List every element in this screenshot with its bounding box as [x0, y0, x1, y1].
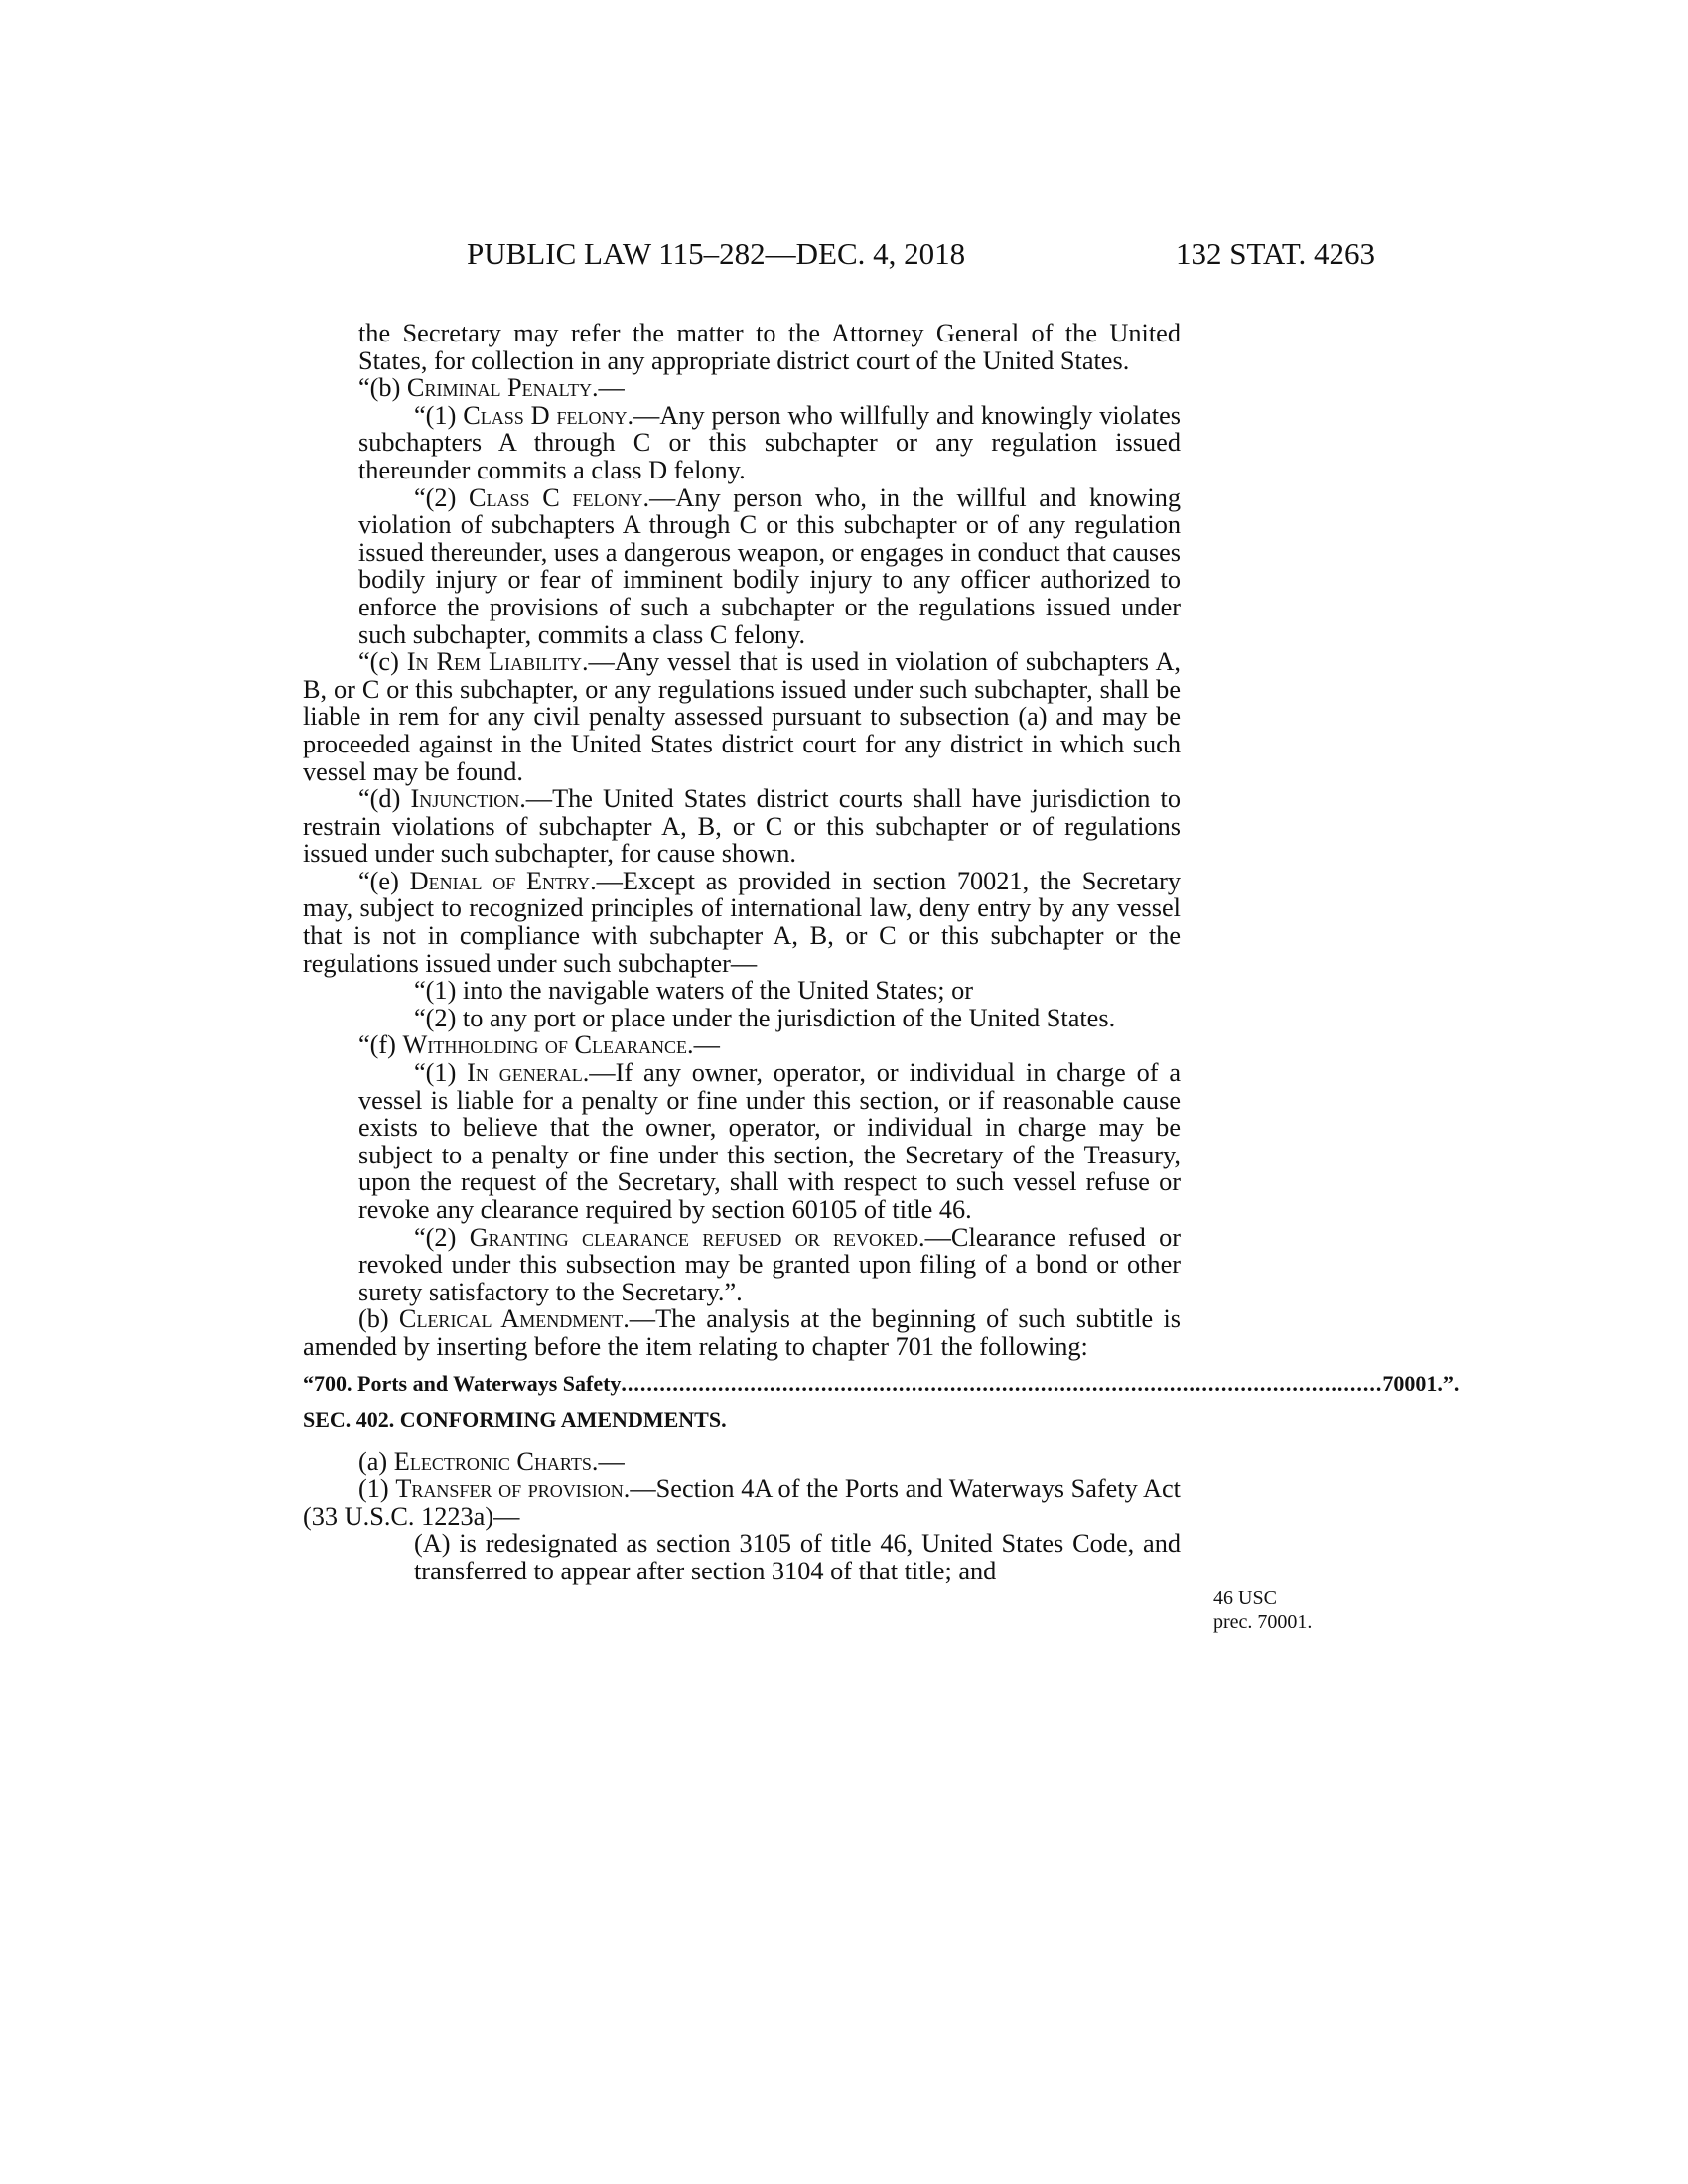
- subsection-e: “(e) Denial of Entry.—Except as provided in section 70021, the Secretary may, subject to recognized principles of international law, deny entry by any vessel that is not in compliance with subchapter A, B, or C or this subchapter or the regulations issued under such subchapter—: [303, 866, 1181, 978]
- clerical-amendment: (b) Clerical Amendment.—The analysis at the beginning of such subtitle is amended by inserting before the item relating to chapter 701 the following:: [303, 1304, 1181, 1361]
- paragraph-f2: “(2) Granting clearance refused or revoked.—Clearance refused or revoked under this subsection may be granted upon filing of a bond or other surety satisfactory to the Secretary.”.: [358, 1222, 1181, 1306]
- paragraph-b1: “(1) Class D felony.—Any person who willfully and knowingly violates subchapters A through C or this subchapter or any regulation issued thereunder commits a class D felony.: [358, 400, 1181, 484]
- paragraph-e1: “(1) into the navigable waters of the United States; or: [414, 976, 974, 1006]
- subsection-b-heading: “(b) Criminal Penalty.—: [358, 373, 625, 403]
- paragraph-b2: “(2) Class C felony.—Any person who, in the willful and knowing violation of subchapters A through C or this subchapter or of any regulation issued thereunder, uses a dangerous weapon, or engages in conduct that causes bodily injury or fear of imminent bodily injury to any officer authorized to enforce the provisions of such a subchapter or the regulations issued under such subchapter, commits a class C felony.: [358, 482, 1181, 649]
- law-title: PUBLIC LAW 115–282—DEC. 4, 2018: [467, 236, 966, 271]
- paragraph-continuation: the Secretary may refer the matter to the Attorney General of the United States, for collection in any appropriate district court of the United States.: [358, 319, 1181, 375]
- paragraph-f1: “(1) In general.—If any owner, operator, or individual in charge of a vessel is liable for a penalty or fine under this section, or if reasonable cause exists to believe that the owner, operator, or individual in charge may be subject to a penalty or fine under this section, the Secretary of the Treasury, upon the request of the Secretary, shall with respect to such vessel refuse or revoke any clearance required by section 60105 of title 46.: [358, 1058, 1181, 1224]
- paragraph-e2: “(2) to any port or place under the jurisdiction of the United States.: [414, 1003, 1116, 1032]
- subsection-a-heading: (a) Electronic Charts.—: [358, 1446, 625, 1476]
- page-header: [467, 236, 1375, 280]
- subsection-c: “(c) In Rem Liability.—Any vessel that is used in violation of subchapters A, B, or C or this subchapter, or any regulations issued under such subchapter, shall be liable in rem for any civil penalty assessed pursuant to subsection (a) and may be proceeded against in the United States district court for any district in which such vessel may be found.: [303, 647, 1182, 786]
- paragraph-a1-A: (A) is redesignated as section 3105 of title 46, United States Code, and transferred to appear after section 3104 of that title; and: [414, 1529, 1181, 1585]
- subsection-d: “(d) Injunction.—The United States district courts shall have jurisdiction to restrain violations of subchapter A, B, or C or this subchapter or of regulations issued under such subchapter, for cause shown.: [303, 784, 1181, 869]
- statute-page-number: 132 STAT. 4263: [1175, 236, 1375, 271]
- margin-citation-note: 46 USC prec. 70001.: [1213, 1587, 1313, 1633]
- paragraph-a1: (1) Transfer of provision.—Section 4A of the Ports and Waterways Safety Act (33 U.S.C. 1223a)—: [303, 1474, 1181, 1531]
- subsection-f-heading: “(f) Withholding of Clearance.—: [358, 1030, 720, 1060]
- section-heading: SEC. 402. CONFORMING AMENDMENTS.: [303, 1406, 727, 1432]
- document-body: [303, 319, 1460, 1585]
- table-of-contents-entry: “700. Ports and Waterways Safety ...................................................................................................................... 70001.”.: [303, 1370, 1460, 1396]
